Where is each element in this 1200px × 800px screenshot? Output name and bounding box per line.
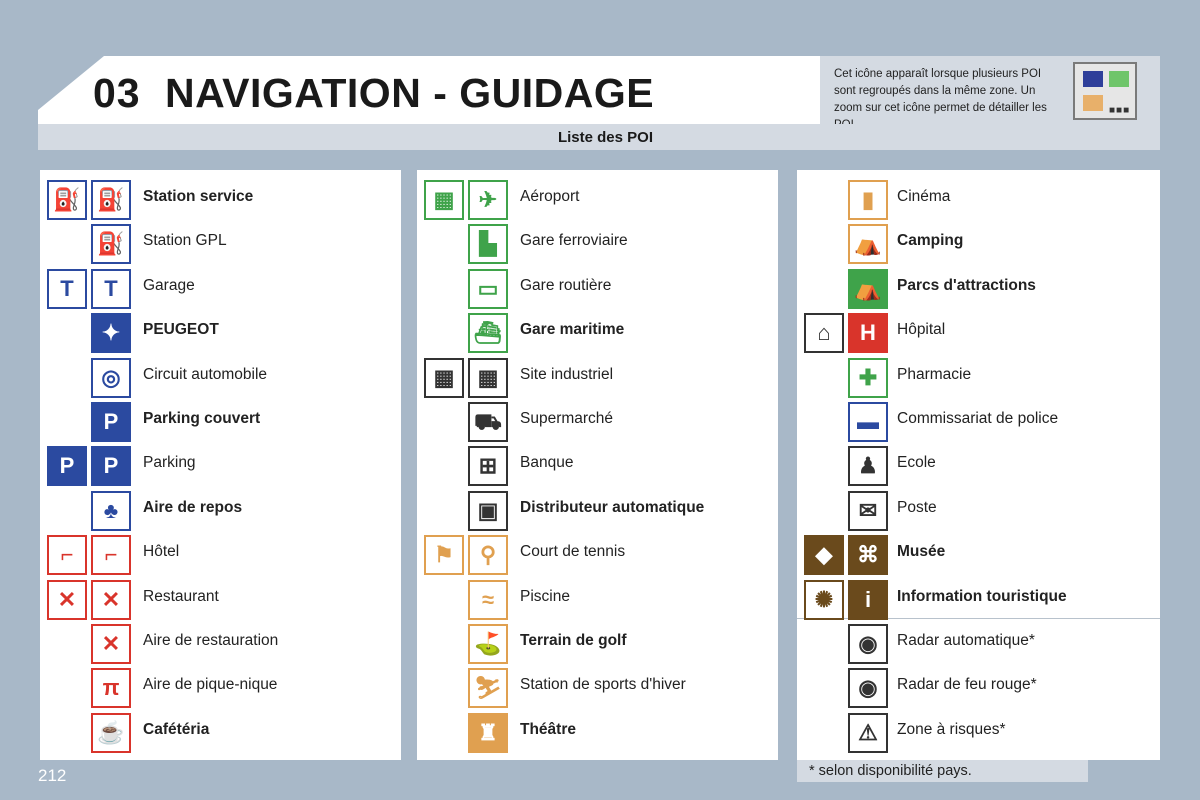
sports-icon [424,535,464,575]
poi-label: Radar de feu rouge* [897,676,1037,694]
poi-row [797,400,1160,444]
police-icon [848,402,888,442]
icon-glyph: ▙ [479,231,497,257]
icon-glyph: ⛺ [854,275,882,301]
poi-label: Piscine [520,587,570,605]
camping-tent-icon [848,224,888,264]
icon-glyph: T [104,275,118,301]
page-number: 212 [38,766,67,785]
poi-label: Garage [143,276,195,294]
icon-glyph: ⌘ [857,542,879,568]
poi-row [40,311,401,355]
school-children-icon [848,446,888,486]
poi-label: Parking couvert [143,410,261,427]
icon-glyph: ⚲ [479,542,497,568]
race-circuit-icon [91,358,131,398]
footnote [797,760,1088,782]
poi-label: Information touristique [897,587,1067,605]
chapter-title: NAVIGATION - GUIDAGE [165,70,655,116]
poi-row [797,178,1160,222]
chapter-number: 03 [93,70,141,116]
industrial-site-icon [424,358,464,398]
icon-glyph: ✈ [478,187,498,212]
poi-row [797,356,1160,400]
poi-label: Banque [520,454,574,472]
poi-label: Hôtel [143,543,180,561]
poi-label: Cinéma [897,188,951,205]
wrench-icon [91,269,131,309]
poi-row [797,533,1160,577]
cluster-note [820,56,1160,126]
icon-glyph: ✕ [101,586,121,612]
icon-glyph: ◉ [858,631,878,656]
poi-label: Hôpital [897,321,946,339]
icon-glyph: P [59,453,75,479]
poi-row [417,178,778,222]
fuel-pump-icon [47,180,87,220]
icon-glyph: ✉ [858,497,878,523]
tourist-info-icon [848,580,888,620]
poi-row [40,267,401,311]
parking-icon [91,446,131,486]
transport-hub-icon [424,180,464,220]
poi-row [40,533,401,577]
wrench-icon [47,269,87,309]
icon-glyph: P [103,409,119,434]
public-building-icon [804,313,844,353]
cluster-note-text: Cet icône apparaît lorsque plusieurs POI sont regroupés dans la même zone. Un zoom sur cet icône permet de détailler les [834,68,1047,114]
lpg-pump-icon [91,224,131,264]
icon-glyph: ▦ [433,364,455,390]
poi-row [40,711,401,755]
icon-glyph: ⌐ [104,542,118,568]
icon-glyph: ⛟ [474,409,502,434]
icon-glyph: i [864,586,872,612]
poi-label: Camping [897,232,964,250]
poi-label: Commissariat de police [897,410,1059,427]
tennis-player-icon [468,535,508,575]
poi-row [40,444,401,488]
poi-label: Supermarché [520,410,614,427]
section-title: Liste des POI [557,129,654,146]
poi-row [40,489,401,533]
icon-glyph: ♜ [478,719,498,745]
icon-glyph: ▮ [861,187,875,212]
poi-label: Théâtre [520,720,576,738]
icon-glyph: ♣ [103,497,119,523]
golfer-icon [468,624,508,664]
poi-row [797,311,1160,355]
icon-glyph: P [103,453,119,479]
poi-label: Station service [143,188,254,205]
icon-glyph: ⊞ [478,453,498,479]
poi-label: Poste [897,498,937,516]
poi-row [417,400,778,444]
icon-glyph: ✕ [57,586,77,612]
icon-glyph: ⛺ [854,231,882,257]
poi-label: Terrain de golf [520,632,627,649]
icon-glyph: ⌂ [817,320,831,346]
museum-emblem-icon [804,535,844,575]
atm-icon [468,491,508,531]
poi-row [797,711,1160,755]
icon-glyph: ≈ [481,586,495,612]
poi-label: Station GPL [143,232,227,250]
icon-glyph: π [102,675,120,701]
pharmacy-cross-icon [848,358,888,398]
poi-row [40,222,401,266]
skier-icon [468,668,508,708]
train-icon [468,224,508,264]
poi-label: Pharmacie [897,365,972,383]
poi-row [40,178,401,222]
fuel-pump-icon [91,180,131,220]
icon-glyph: ⛽ [53,187,81,212]
icon-glyph: ◆ [815,542,833,568]
icon-glyph: ▬ [857,409,879,434]
poi-label: Gare ferroviaire [520,232,628,250]
poi-label: Site industriel [520,365,614,383]
poi-column-3 [797,170,1160,760]
poi-label: Ecole [897,454,936,472]
poi-cluster-icon: ■■■ [1073,62,1137,120]
rest-area-icon [91,491,131,531]
section-bar [38,124,1160,150]
poi-label: Circuit automobile [143,365,268,383]
poi-row [797,622,1160,666]
poi-label: Cafétéria [143,720,210,738]
poi-label: Parking [143,454,196,472]
museum-icon [848,535,888,575]
icon-glyph: ⚠ [858,719,878,745]
airplane-icon [468,180,508,220]
theatre-icon [468,713,508,753]
restaurant-icon [47,580,87,620]
icon-glyph: ♟ [858,453,878,479]
poi-label: Aéroport [520,188,580,205]
icon-glyph: ⌐ [60,542,74,568]
poi-row [40,356,401,400]
amusement-park-icon [848,269,888,309]
ship-icon [468,313,508,353]
poi-row [417,666,778,710]
icon-glyph: ⛴ [474,320,502,346]
sightseeing-icon [804,580,844,620]
envelope-icon [848,491,888,531]
hotel-bed-icon [91,535,131,575]
poi-label: Zone à risques* [897,720,1006,738]
speed-camera-icon [848,624,888,664]
bank-icon [468,446,508,486]
poi-row [797,489,1160,533]
poi-row [797,444,1160,488]
icon-glyph: ⚑ [434,542,454,568]
icon-glyph: H [860,320,876,346]
icon-glyph: ✦ [101,320,121,346]
poi-column-2 [417,170,778,760]
hotel-bed-icon [47,535,87,575]
danger-zone-icon [848,713,888,753]
poi-label: Gare maritime [520,321,625,339]
icon-glyph: ▦ [433,187,455,212]
footnote-text: * selon disponibilité pays. [809,763,972,779]
shopping-cart-icon [468,402,508,442]
poi-label: Radar automatique* [897,632,1035,649]
swimmer-icon [468,580,508,620]
film-icon [848,180,888,220]
poi-row [40,622,401,666]
icon-glyph: ▭ [477,275,499,301]
poi-label: Distributeur automatique [520,498,705,516]
picnic-area-icon [91,668,131,708]
poi-label: Musée [897,543,946,561]
icon-glyph: ✚ [858,364,878,390]
poi-row [417,267,778,311]
poi-row [417,311,778,355]
poi-label: PEUGEOT [143,321,219,339]
poi-row [797,222,1160,266]
restaurant-icon [91,580,131,620]
poi-label: Restaurant [143,587,219,605]
covered-parking-icon [91,402,131,442]
poi-row [417,444,778,488]
poi-row [40,666,401,710]
poi-row [797,578,1160,622]
poi-label: Aire de restauration [143,632,279,649]
poi-column-1 [40,170,401,760]
icon-glyph: ✕ [101,631,121,656]
icon-glyph: ◎ [101,364,121,390]
icon-glyph: ⛷ [474,675,502,701]
poi-row [417,489,778,533]
poi-row [40,400,401,444]
poi-row [417,711,778,755]
icon-glyph: ☕ [97,719,125,745]
poi-row [417,222,778,266]
poi-row [417,622,778,666]
icon-glyph: ◉ [858,675,878,701]
icon-glyph: ⛳ [474,631,502,656]
parking-icon [47,446,87,486]
bus-icon [468,269,508,309]
poi-label: Aire de pique-nique [143,676,278,694]
coffee-cup-icon [91,713,131,753]
poi-label: Gare routière [520,276,612,294]
icon-glyph: T [60,275,74,301]
food-area-icon [91,624,131,664]
hospital-icon [848,313,888,353]
icon-glyph: ▣ [477,497,499,523]
poi-label: Aire de repos [143,498,243,516]
industrial-site-icon [468,358,508,398]
poi-label: Court de tennis [520,543,626,561]
icon-glyph: ⛽ [97,231,125,257]
poi-row [417,578,778,622]
poi-label: Station de sports d'hiver [520,676,686,694]
poi-label: Parcs d'attractions [897,276,1036,294]
icon-glyph: ✺ [814,586,834,612]
poi-row [417,533,778,577]
poi-row [797,267,1160,311]
red-light-camera-icon [848,668,888,708]
poi-row [40,578,401,622]
poi-row [417,356,778,400]
icon-glyph: ▦ [477,364,499,390]
icon-glyph: ⛽ [97,187,125,212]
peugeot-lion-icon [91,313,131,353]
poi-row [797,666,1160,710]
